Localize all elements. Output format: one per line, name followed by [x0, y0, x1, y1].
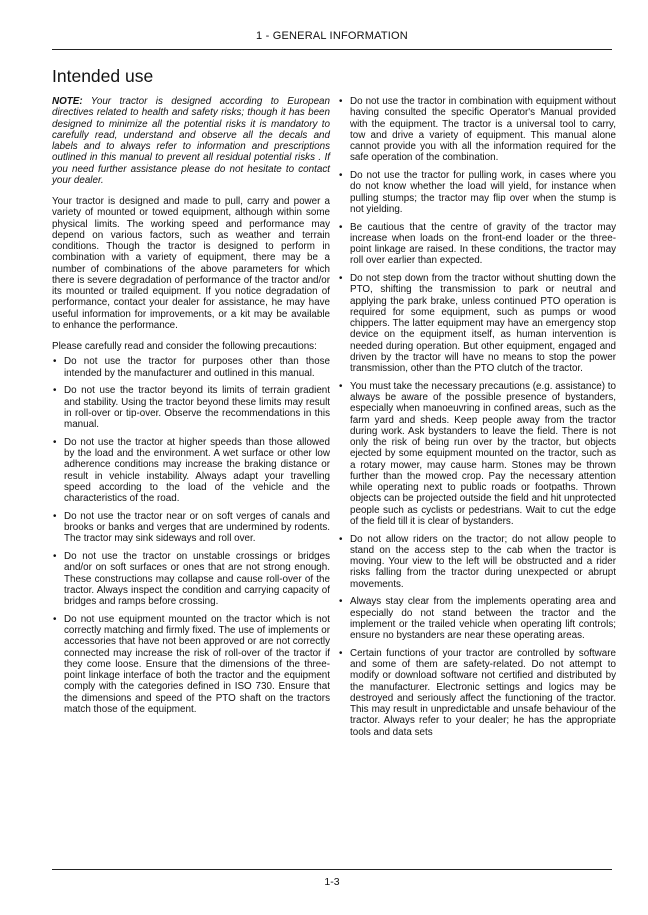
- note-label: NOTE:: [52, 96, 83, 107]
- left-column: [52, 96, 330, 722]
- page-number: 1-3: [324, 876, 340, 888]
- list-item: • Do not allow riders on the tractor; do not allow people to stand on the access step to the cab when the tractor is moving. Your view to the left will be obstructed and a rider risks falling from the tractor during unexpected or abrupt movements.: [338, 534, 616, 590]
- list-item: • Always stay clear from the implements operating area and especially do not stand between the tractor and the implement or the trailed vehicle when operating lift controls; ensure no bystanders are near these operating areas.: [338, 596, 616, 641]
- list-item: • Do not use the tractor beyond its limits of terrain gradient and stability. Using the tractor beyond these limits may result in roll-over or tip-over. Observe the recommendations in this manual.: [52, 385, 330, 430]
- list-item: • Certain functions of your tractor are controlled by software and some of them are safety-related. Do not attempt to modify or download software not certified and distributed by the manufacturer. Electronic settings and logics may be destroyed and seriously affect the functioning of the tractor. This may result in unpredictable and unsafe behaviour of the tractor. Always refer to your dealer; he has the appropriate tools and data sets: [338, 648, 616, 738]
- list-item: • Do not use the tractor in combination with equipment without having consulted the specific Operator's Manual provided with the equipment. The tractor is a universal tool to carry, tow and drive a variety of equipment. This manual alone cannot provide you with all the information required for the safe operation of the combination.: [338, 96, 616, 164]
- note-paragraph: [52, 96, 330, 186]
- list-item: • Do not use the tractor for pulling work, in cases where you do not know whether the load will yield, for instance when pulling stumps; the tractor may flip over when the stump is not yielding.: [338, 170, 616, 215]
- section-header: 1 - GENERAL INFORMATION: [256, 30, 408, 42]
- header-divider: [52, 49, 612, 50]
- note-text: Your tractor is designed according to European directives related to health and safety risks; though it has been designed to minimize all the potential risks it is mandatory to carefully read, understand and observe all the decals and labels and to always refer to information and prescriptions outlined in this manual to prevent all residual potential risks . If you need further assistance please do not hesitate to contact your dealer.: [52, 96, 330, 186]
- list-item: • Do not use the tractor near or on soft verges of canals and brooks or banks and verges that are undermined by rodents. The tractor may sink sideways and roll over.: [52, 511, 330, 545]
- page-title: Intended use: [52, 66, 154, 86]
- list-item: • Do not step down from the tractor without shutting down the PTO, shifting the transmission to park or neutral and applying the park brake, unless continued PTO operation is required for some equipment, such as pumps or wood chippers. The latter equipment may have an emergency stop device on the equipment itself, as human intervention is needed during operation. But other equipment, engaged and driven by the tractor will have no means to stop the power transmission, other than the PTO clutch of the tractor.: [338, 273, 616, 374]
- right-column: [338, 96, 616, 744]
- list-item: • Do not use equipment mounted on the tractor which is not correctly matching and firmly fixed. The use of implements or accessories that have not been approved or are not correctly connected may increase the risk of roll-over of the tractor if they come loose. Ensure that the dimensions of the three-point linkage interface of both the tractor and the equipment comply with the categories defined in ISO 730. Ensure that the dimensions and speed of the PTO shaft on the tractors match those of the equipment.: [52, 614, 330, 715]
- intro-paragraph: Your tractor is designed and made to pull, carry and power a variety of mounted or towed equipment, although within some physical limits. The working speed and performance may depend on various factors, such as weather and terrain conditions. Though the tractor is designed to perform in combination with a variety of equipment, there may be a number of combinations of the above parameters for which there is severe degradation of performance of the tractor and/or its mounted or trailed equipment. If you notice degradation of performance, contact your dealer for assistance, he may have useful information for improvements, or a kit may be available to enhance the performance.: [52, 196, 330, 331]
- footer-divider: [52, 869, 612, 870]
- list-item: • You must take the necessary precautions (e.g. assistance) to always be aware of the possible presence of bystanders, especially when manoeuvring in confined areas, such as the farm yard and sheds. Keep people away from the tractor during work. Ask bystanders to leave the field. There is not only the risk of being run over by the tractor, but objects ejected by some equipment mounted on the tractor, such as a rotary mower, may cause harm. Stones may be thrown further than the mowed crop. Pay the necessary attention while operating next to public roads or footpaths. Thrown objects can be projected outside the field and hit unprotected people such as cyclists or pedestrians. Wait to cut the edge of the field till it is clear of bystanders.: [338, 381, 616, 527]
- precautions-intro: Please carefully read and consider the following precautions:: [52, 341, 317, 352]
- list-item: • Do not use the tractor at higher speeds than those allowed by the load and the environment. A wet surface or other low adherence conditions may increase the braking distance or result in vehicle instability. Always adapt your travelling speed according to the load of the vehicle and the characteristics of the road.: [52, 437, 330, 505]
- list-item: • Be cautious that the centre of gravity of the tractor may increase when loads on the front-end loader or the three-point linkage are raised. In these conditions, the tractor may roll over earlier than expected.: [338, 222, 616, 267]
- right-bullet-list: [338, 96, 616, 738]
- left-bullet-list: [52, 356, 330, 715]
- list-item: • Do not use the tractor for purposes other than those intended by the manufacturer and outlined in this manual.: [52, 356, 330, 379]
- list-item: • Do not use the tractor on unstable crossings or bridges and/or on soft surfaces or ones that are not strong enough. These constructions may collapse and cause roll-over of the tractor. Always inspect the condition and carrying capacity of bridges and ramps before crossing.: [52, 551, 330, 607]
